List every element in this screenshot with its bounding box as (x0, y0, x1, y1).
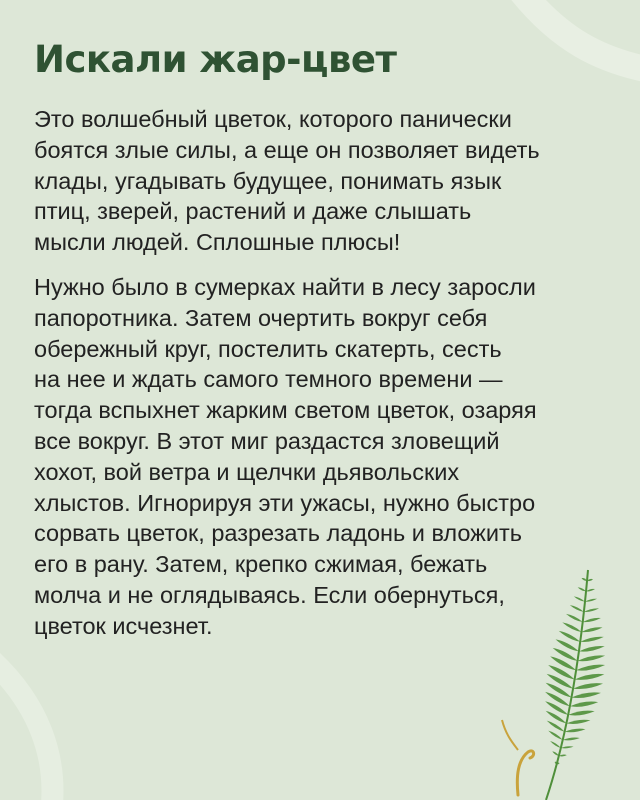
paragraph-line: папоротника. Затем очертить вокруг себя (34, 304, 488, 331)
paragraph-line: клады, угадывать будущее, понимать язык (34, 167, 502, 194)
paragraph-line: обережный круг, постелить скатерть, сесть (34, 335, 502, 362)
paragraph-line: его в рану. Затем, крепко сжимая, бежать (34, 551, 488, 578)
paragraph-line: тогда вспыхнет жарким светом цветок, озаряя (34, 397, 537, 424)
paragraph-line: мысли людей. Сплошные плюсы! (34, 229, 401, 256)
paragraph-line: все вокруг. В этот миг раздастся зловещий (34, 427, 500, 454)
paragraph-ritual (34, 272, 537, 642)
paragraph-line: на нее и ждать самого темного времени — (34, 366, 503, 393)
paragraph-line: Нужно было в сумерках найти в лесу заросли (34, 274, 536, 300)
paragraph-line: боятся злые силы, а еще он позволяет видеть (34, 136, 540, 163)
paragraph-intro (34, 104, 540, 258)
paragraph-line: птиц, зверей, растений и даже слышать (34, 198, 472, 225)
paragraph-line: молча и не оглядываясь. Если обернуться, (34, 581, 505, 608)
fern-icon (488, 560, 640, 800)
paragraph-line: сорвать цветок, разрезать ладонь и вложить (34, 520, 523, 547)
paragraph-line: хлыстов. Игнорируя эти ужасы, нужно быстро (34, 489, 536, 516)
paragraph-line: хохот, вой ветра и щелчки дьявольских (34, 458, 460, 485)
page-title: Искали жар-цвет (34, 38, 397, 81)
paragraph-line: цветок исчезнет. (34, 612, 213, 639)
paragraph-line: Это волшебный цветок, которого панически (34, 106, 512, 132)
